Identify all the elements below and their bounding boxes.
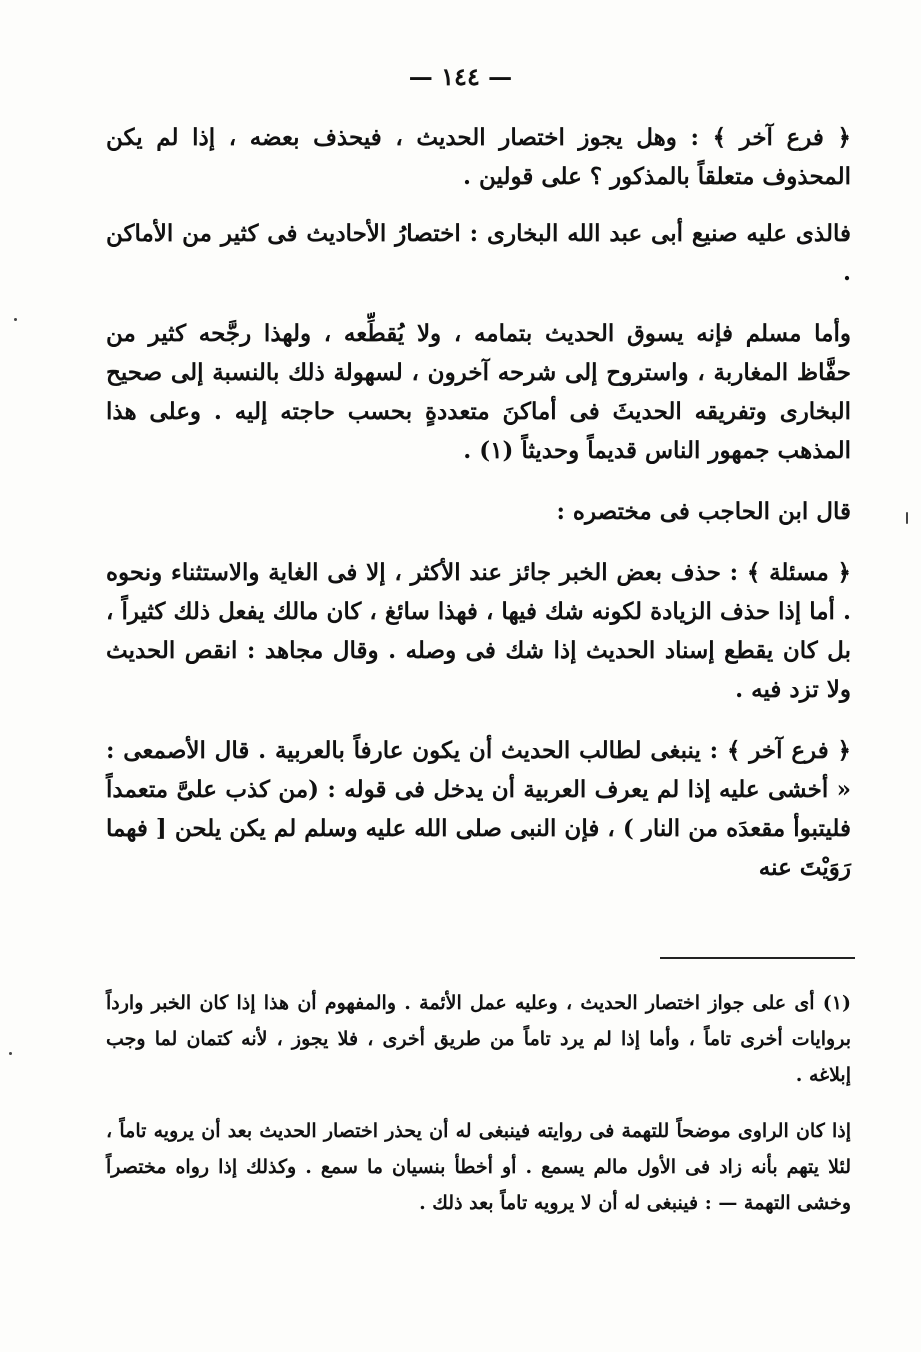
- main-text: [106, 118, 851, 909]
- paragraph-ibn-hajib: قال ابن الحاجب فى مختصره :: [556, 498, 851, 525]
- scan-speck: [9, 1052, 12, 1055]
- page-number: — ١٤٤ —: [408, 62, 513, 91]
- scan-speck: [14, 318, 17, 321]
- footnotes: [106, 985, 851, 1241]
- footnote-separator: [660, 957, 855, 959]
- footnote-1: (١) أى على جواز اختصار الحديث ، وعليه عمل الأئمة . والمفهوم أن هذا إذا كان الخبر وارداً بروايات أخرى تاماً ، وأما إذا لم يرد تاماً من طريق أخرى ، فلا يجوز ، لأنه كتمان لما وجب إبلاغه .: [106, 992, 851, 1086]
- paragraph-muslim: وأما مسلم فإنه يسوق الحديث بتمامه ، ولا يُقطِّعه ، ولهذا رجَّحه كثير من حفَّاظ المغاربة ، واستروح إلى شرحه آخرون ، لسهولة ذلك بالنسبة إلى صحيح البخارى وتفريقه الحديثَ فى أماكنَ متعددةٍ بحسب حاجته إليه . وعلى هذا المذهب جمهور الناس قديماً وحديثاً (١) .: [106, 320, 851, 464]
- paragraph-bukhari: فالذى عليه صنيع أبى عبد الله البخارى : اختصارُ الأحاديث فى كثير من الأماكن .: [106, 220, 851, 286]
- paragraph-far-akhar-ikhtisar: ﴿ فرع آخر ﴾ : وهل يجوز اختصار الحديث ، فيحذف بعضه ، إذا لم يكن المحذوف متعلقاً بالمذكور ؟ على قولين .: [106, 124, 851, 190]
- footnote-2: إذا كان الراوى موضحاً للتهمة فى روايته فينبغى له أن يحذر اختصار الحديث بعد أن يرويه تاماً ، لئلا يتهم بأنه زاد فى الأول مالم يسمع . أو أخطأ بنسيان ما سمع . وكذلك إذا رواه مختصراً وخشى التهمة — : فينبغى له أن لا يرويه تاماً بعد ذلك .: [106, 1120, 851, 1214]
- scan-speck: [906, 512, 908, 524]
- paragraph-far-akhar-arabiyya: ﴿ فرع آخر ﴾ : ينبغى لطالب الحديث أن يكون عارفاً بالعربية . قال الأصمعى : « أخشى عليه إذا لم يعرف العربية أن يدخل فى قوله : (من كذب علىَّ متعمداً فليتبوأ مقعدَه من النار ) ، فإن النبى صلى الله عليه وسلم لم يكن يلحن [ فهما رَوَيْتَ عنه: [106, 737, 851, 881]
- paragraph-masala: ﴿ مسئلة ﴾ : حذف بعض الخبر جائز عند الأكثر ، إلا فى الغاية والاستثناء ونحوه . أما إذا حذف الزيادة لكونه شك فيها ، فهذا سائغ ، كان مالك يفعل ذلك كثيراً ، بل كان يقطع إسناد الحديث إذا شك فى وصله . وقال مجاهد : انقص الحديث ولا تزد فيه .: [106, 559, 851, 703]
